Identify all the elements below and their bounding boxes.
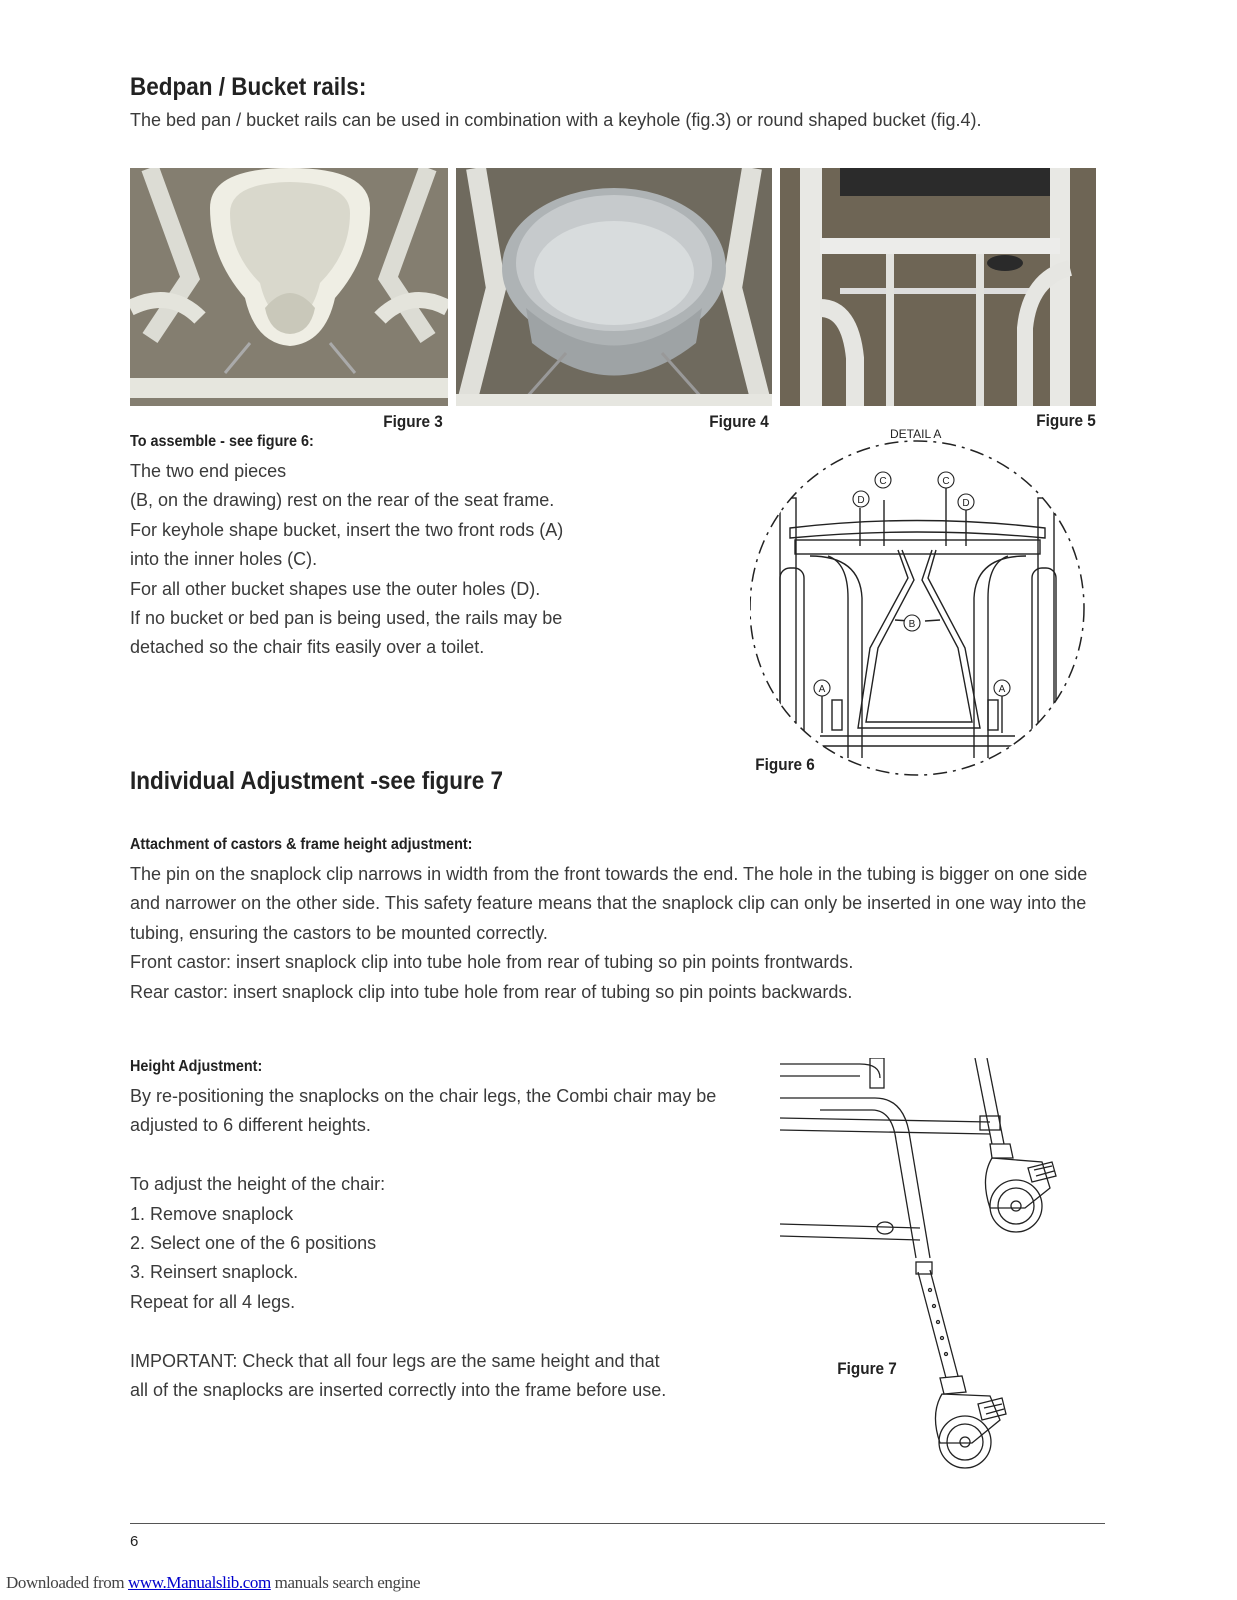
assemble-line: detached so the chair fits easily over a toilet.	[130, 637, 485, 658]
label-d-2: D	[962, 498, 970, 509]
height-line-blank	[130, 1141, 716, 1170]
assemble-line: For keyhole shape bucket, insert the two front rods (A)	[130, 519, 564, 540]
assemble-text	[130, 457, 563, 663]
intro-text: The bed pan / bucket rails can be used in combination with a keyhole (fig.3) or round shaped bucket (fig.4).	[130, 110, 982, 130]
section-intro	[130, 106, 982, 135]
download-prefix: Downloaded from	[6, 1573, 129, 1592]
castors-line: The pin on the snaplock clip narrows in width from the front towards the end. The hole in the tubing is bigger on one side	[130, 864, 1088, 884]
castors-text	[130, 860, 1087, 1007]
castors-heading: Attachment of castors & frame height adjustment:	[130, 836, 473, 853]
figure-6-drawing	[750, 438, 1100, 788]
footer-divider	[130, 1523, 1105, 1524]
castors-line: Front castor: insert snaplock clip into tube hole from rear of tubing so pin points frontwards.	[130, 952, 854, 973]
height-line: IMPORTANT: Check that all four legs are the same height and that	[130, 1350, 660, 1371]
height-line: By re-positioning the snaplocks on the chair legs, the Combi chair may be	[130, 1086, 717, 1106]
figure-5-photo	[780, 168, 1096, 406]
height-line: all of the snaplocks are inserted correctly into the frame before use.	[130, 1380, 667, 1401]
assemble-line: The two end pieces	[130, 461, 287, 481]
page-number: 6	[130, 1533, 139, 1550]
label-d-1: D	[857, 495, 865, 506]
castors-line: and narrower on the other side. This safety feature means that the snaplock clip can only be inserted in one way into the	[130, 893, 1087, 914]
height-line: 3. Reinsert snaplock.	[130, 1262, 299, 1283]
height-line: 2. Select one of the 6 positions	[130, 1233, 377, 1254]
assemble-line: If no bucket or bed pan is being used, the rails may be	[130, 608, 563, 629]
figure-4-photo	[456, 168, 772, 406]
assemble-line: (B, on the drawing) rest on the rear of the seat frame.	[130, 490, 555, 511]
figure-3-caption: Figure 3	[383, 412, 443, 431]
figure-7-caption: Figure 7	[837, 1359, 897, 1378]
figure-7-drawing	[780, 1058, 1100, 1498]
castors-line: Rear castor: insert snaplock clip into tube hole from rear of tubing so pin points backwards.	[130, 981, 853, 1002]
label-a-1: A	[818, 684, 826, 695]
height-text	[130, 1082, 716, 1405]
assemble-heading: To assemble - see figure 6:	[130, 433, 314, 450]
label-c-1: C	[879, 476, 887, 487]
figure-5-caption: Figure 5	[1036, 411, 1096, 430]
castors-line: tubing, ensuring the castors to be mounted correctly.	[130, 922, 548, 943]
section-title-bedpan: Bedpan / Bucket rails:	[130, 73, 367, 101]
label-a-2: A	[998, 684, 1006, 695]
assemble-line: into the inner holes (C).	[130, 549, 318, 570]
manualslib-link[interactable]: www.Manualslib.com	[128, 1573, 271, 1592]
detail-a-label: DETAIL A	[890, 427, 942, 441]
download-suffix: manuals search engine	[270, 1573, 421, 1592]
label-b: B	[908, 619, 916, 630]
height-heading: Height Adjustment:	[130, 1058, 263, 1075]
figure-4-caption: Figure 4	[709, 412, 769, 431]
height-line-blank	[130, 1317, 716, 1346]
label-c-2: C	[942, 476, 950, 487]
figure-3-photo	[130, 168, 448, 406]
section-title-adjustment: Individual Adjustment -see figure 7	[130, 767, 503, 795]
height-line: 1. Remove snaplock	[130, 1203, 294, 1224]
figure-6-caption: Figure 6	[755, 755, 815, 774]
height-line: adjusted to 6 different heights.	[130, 1115, 371, 1136]
height-line: Repeat for all 4 legs.	[130, 1291, 296, 1312]
height-line: To adjust the height of the chair:	[130, 1174, 386, 1195]
download-notice	[6, 1573, 420, 1593]
assemble-line: For all other bucket shapes use the outer holes (D).	[130, 578, 541, 599]
